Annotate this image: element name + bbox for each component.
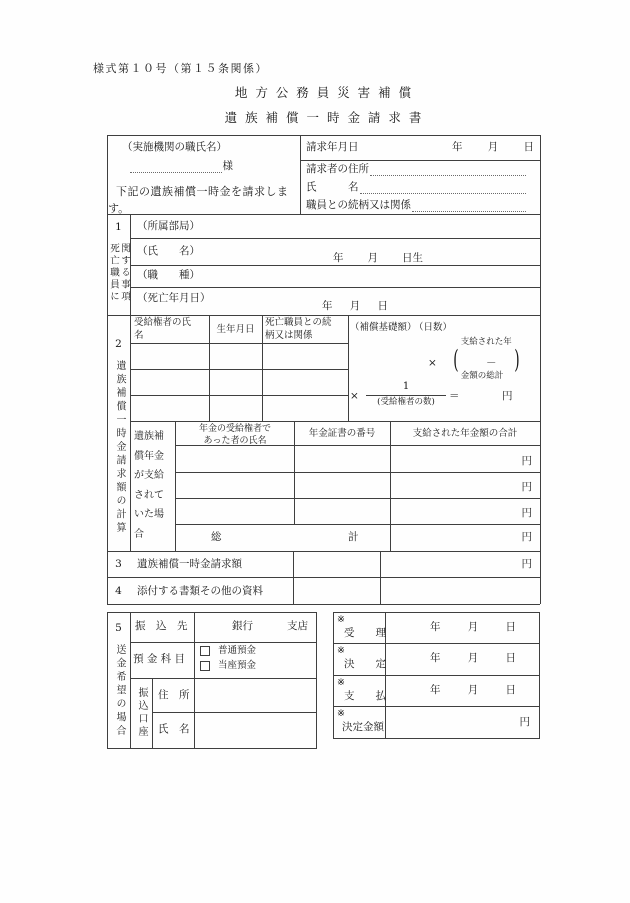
transfer-account-label: 振込口座 (136, 687, 147, 739)
border-line (130, 369, 348, 370)
claimant-address-label: 請求者の住所 (306, 163, 369, 176)
month-label: 月 (349, 300, 361, 312)
border-line (107, 748, 317, 749)
day-label: 日 (505, 684, 516, 696)
year-label: 年 (452, 141, 463, 153)
border-line (333, 643, 540, 644)
current-deposit-label: 当座預金 (218, 660, 257, 672)
checkbox-current-deposit[interactable] (200, 661, 210, 671)
fraction-numerator: 1 (366, 381, 446, 396)
border-line (380, 551, 381, 604)
section4-number: 4 (115, 585, 122, 597)
year-label: 年 (430, 621, 441, 633)
year-label: 年 (333, 252, 344, 264)
claim-date-label: 請求年月日 (306, 141, 359, 153)
office-payment-label: 支 払 (344, 690, 386, 702)
pension-total-line2: 金額の総計 (460, 371, 504, 382)
department-label: （所属部局） (137, 220, 200, 232)
yen-label: 円 (519, 716, 530, 728)
checkbox-ordinary-deposit[interactable] (200, 646, 210, 656)
employee-name-label: （氏 名） (137, 245, 200, 257)
border-line (316, 612, 317, 748)
border-line (293, 551, 294, 604)
claimant-name-label: 氏 名 (306, 181, 359, 194)
yen-label: 円 (521, 531, 532, 543)
border-line (130, 678, 317, 679)
claimant-address-field[interactable] (306, 163, 527, 177)
deposit-type-options (200, 646, 256, 676)
day-label: 日 (377, 300, 388, 312)
month-label: 月 (467, 621, 479, 633)
deposit-type-label: 預 金 科 目 (133, 653, 186, 665)
office-receipt-date-field[interactable] (430, 621, 516, 634)
border-line (107, 604, 540, 605)
month-label: 月 (487, 141, 499, 153)
border-line (107, 612, 317, 613)
column-header-paid-total: 支給された年金額の合計 (412, 428, 518, 439)
minus-sign: － (486, 357, 497, 369)
office-decision-label: 決 定 (344, 658, 386, 670)
border-line (333, 612, 334, 738)
claimant-relation-label: 職員との続柄又は関係 (306, 199, 411, 212)
claimant-name-field[interactable] (306, 181, 527, 195)
yen-label: 円 (521, 455, 532, 467)
close-paren: ) (513, 345, 520, 375)
yen-label: 円 (502, 390, 513, 402)
border-line (175, 524, 540, 525)
border-line (333, 675, 540, 676)
formula-days-label: （日数） (414, 322, 453, 333)
yen-label: 円 (521, 558, 532, 570)
border-line (175, 498, 540, 499)
agency-name-label: （実施機関の職氏名） (122, 141, 227, 153)
office-decided-amount-label: 決定金額 (342, 721, 384, 733)
border-line (194, 612, 195, 748)
year-label: 年 (430, 684, 441, 696)
border-line (130, 238, 540, 239)
border-line (333, 706, 540, 707)
claimant-relation-field[interactable] (306, 199, 527, 213)
branch-label: 支店 (287, 620, 308, 632)
year-label: 年 (430, 652, 441, 664)
death-date-field[interactable] (322, 300, 388, 313)
death-date-label: （死亡年月日） (137, 292, 211, 304)
section5-title: 送金希望の場合 (114, 644, 125, 739)
border-line (300, 160, 540, 161)
border-line (130, 265, 540, 266)
bank-label: 銀行 (232, 620, 253, 632)
day-label: 日 (505, 652, 516, 664)
month-label: 月 (467, 684, 479, 696)
border-line (130, 642, 317, 643)
border-line (175, 421, 176, 551)
border-line (107, 551, 540, 552)
month-label: 月 (467, 652, 479, 664)
pension-total-line1: 支給された年 (460, 336, 512, 347)
border-line (152, 712, 317, 713)
transfer-destination-label: 振 込 先 (135, 620, 188, 632)
deposit-option-ordinary (200, 646, 256, 656)
day-label: 日 (505, 621, 516, 633)
border-line (130, 421, 540, 422)
fraction-denominator: (受給権者の数) (377, 396, 435, 407)
column-header-beneficiary-name: 受給権者の氏名 (134, 317, 192, 341)
border-line (130, 343, 348, 344)
border-line (130, 287, 540, 288)
column-header-former-beneficiary: 年金の受給権者であった者の氏名 (198, 424, 271, 447)
section3-number: 3 (115, 558, 122, 570)
border-line (540, 135, 541, 604)
dotted-entry-line[interactable] (412, 199, 526, 212)
border-line (152, 678, 153, 748)
account-name-label: 氏 名 (158, 723, 190, 735)
border-line (107, 135, 540, 136)
claim-statement-line1: 下記の遺族補償一時金を請求しま (116, 185, 289, 198)
border-line (348, 315, 349, 421)
section2-number: 2 (115, 338, 122, 350)
border-line (539, 612, 540, 738)
office-mark: ※ (337, 645, 345, 656)
office-mark: ※ (337, 708, 345, 719)
border-line (130, 395, 348, 396)
claim-amount-label: 遺族補償一時金請求額 (137, 558, 242, 570)
honorific-label: 様 (222, 160, 233, 173)
border-line (107, 214, 540, 215)
section2-title: 遺族補償一時金請求額の計算 (114, 360, 125, 536)
claim-date-field[interactable] (452, 141, 534, 154)
office-mark: ※ (337, 677, 345, 688)
grand-total-label-right: 計 (348, 531, 359, 543)
section5-number: 5 (115, 622, 122, 634)
attached-documents-label: 添付する書類その他の資料 (137, 585, 263, 597)
month-label: 月 (367, 252, 378, 264)
yen-label: 円 (521, 507, 532, 519)
office-decision-date-field[interactable] (430, 652, 516, 665)
agency-name-field[interactable] (129, 160, 233, 174)
dotted-entry-line[interactable] (130, 160, 222, 173)
birth-day-label: 日生 (402, 252, 423, 264)
office-payment-date-field[interactable] (430, 684, 516, 697)
border-line (107, 577, 540, 578)
column-header-relation: 死亡職員との続柄又は関係 (265, 317, 332, 341)
open-paren: ( (453, 345, 459, 375)
account-address-label: 住 所 (158, 689, 190, 701)
dotted-entry-line[interactable] (370, 163, 526, 176)
claim-statement-line2: す。 (108, 202, 130, 215)
formula-base-amount-label: （補償基礎額） (350, 322, 417, 333)
border-line (175, 472, 540, 473)
form-number: 様式第１０号（第１５条関係） (93, 62, 268, 75)
job-type-label: （職 種） (137, 269, 200, 281)
ordinary-deposit-label: 普通預金 (218, 645, 257, 657)
border-line (262, 315, 263, 421)
border-line (333, 612, 540, 613)
multiply-sign: × (428, 357, 437, 369)
section1-title: 死亡職員に関する事項 (108, 243, 130, 303)
office-mark: ※ (337, 614, 345, 625)
equals-sign: ＝ (449, 390, 460, 402)
multiply-sign: × (350, 390, 359, 402)
border-line (130, 214, 131, 551)
day-label: 日 (523, 141, 534, 153)
column-header-certificate-number: 年金証書の番号 (308, 428, 376, 439)
fraction-per-beneficiary (366, 381, 446, 408)
office-receipt-label: 受 理 (344, 627, 386, 639)
form-title-line2: 遺 族 補 償 一 時 金 請 求 書 (224, 110, 424, 125)
border-line (300, 135, 301, 214)
form-title-line1: 地 方 公 務 員 災 害 補 償 (234, 85, 414, 100)
pension-case-label: 遺族補償年金が支給されていた場合 (134, 431, 164, 540)
border-line (333, 738, 540, 739)
grand-total-label-left: 総 (211, 531, 222, 543)
birth-date-field[interactable] (333, 252, 423, 265)
year-label: 年 (322, 300, 333, 312)
yen-label: 円 (521, 481, 532, 493)
column-header-birth-date: 生年月日 (216, 324, 255, 335)
dotted-entry-line[interactable] (360, 181, 527, 194)
section1-number: 1 (115, 221, 122, 233)
deposit-option-current (200, 661, 256, 671)
